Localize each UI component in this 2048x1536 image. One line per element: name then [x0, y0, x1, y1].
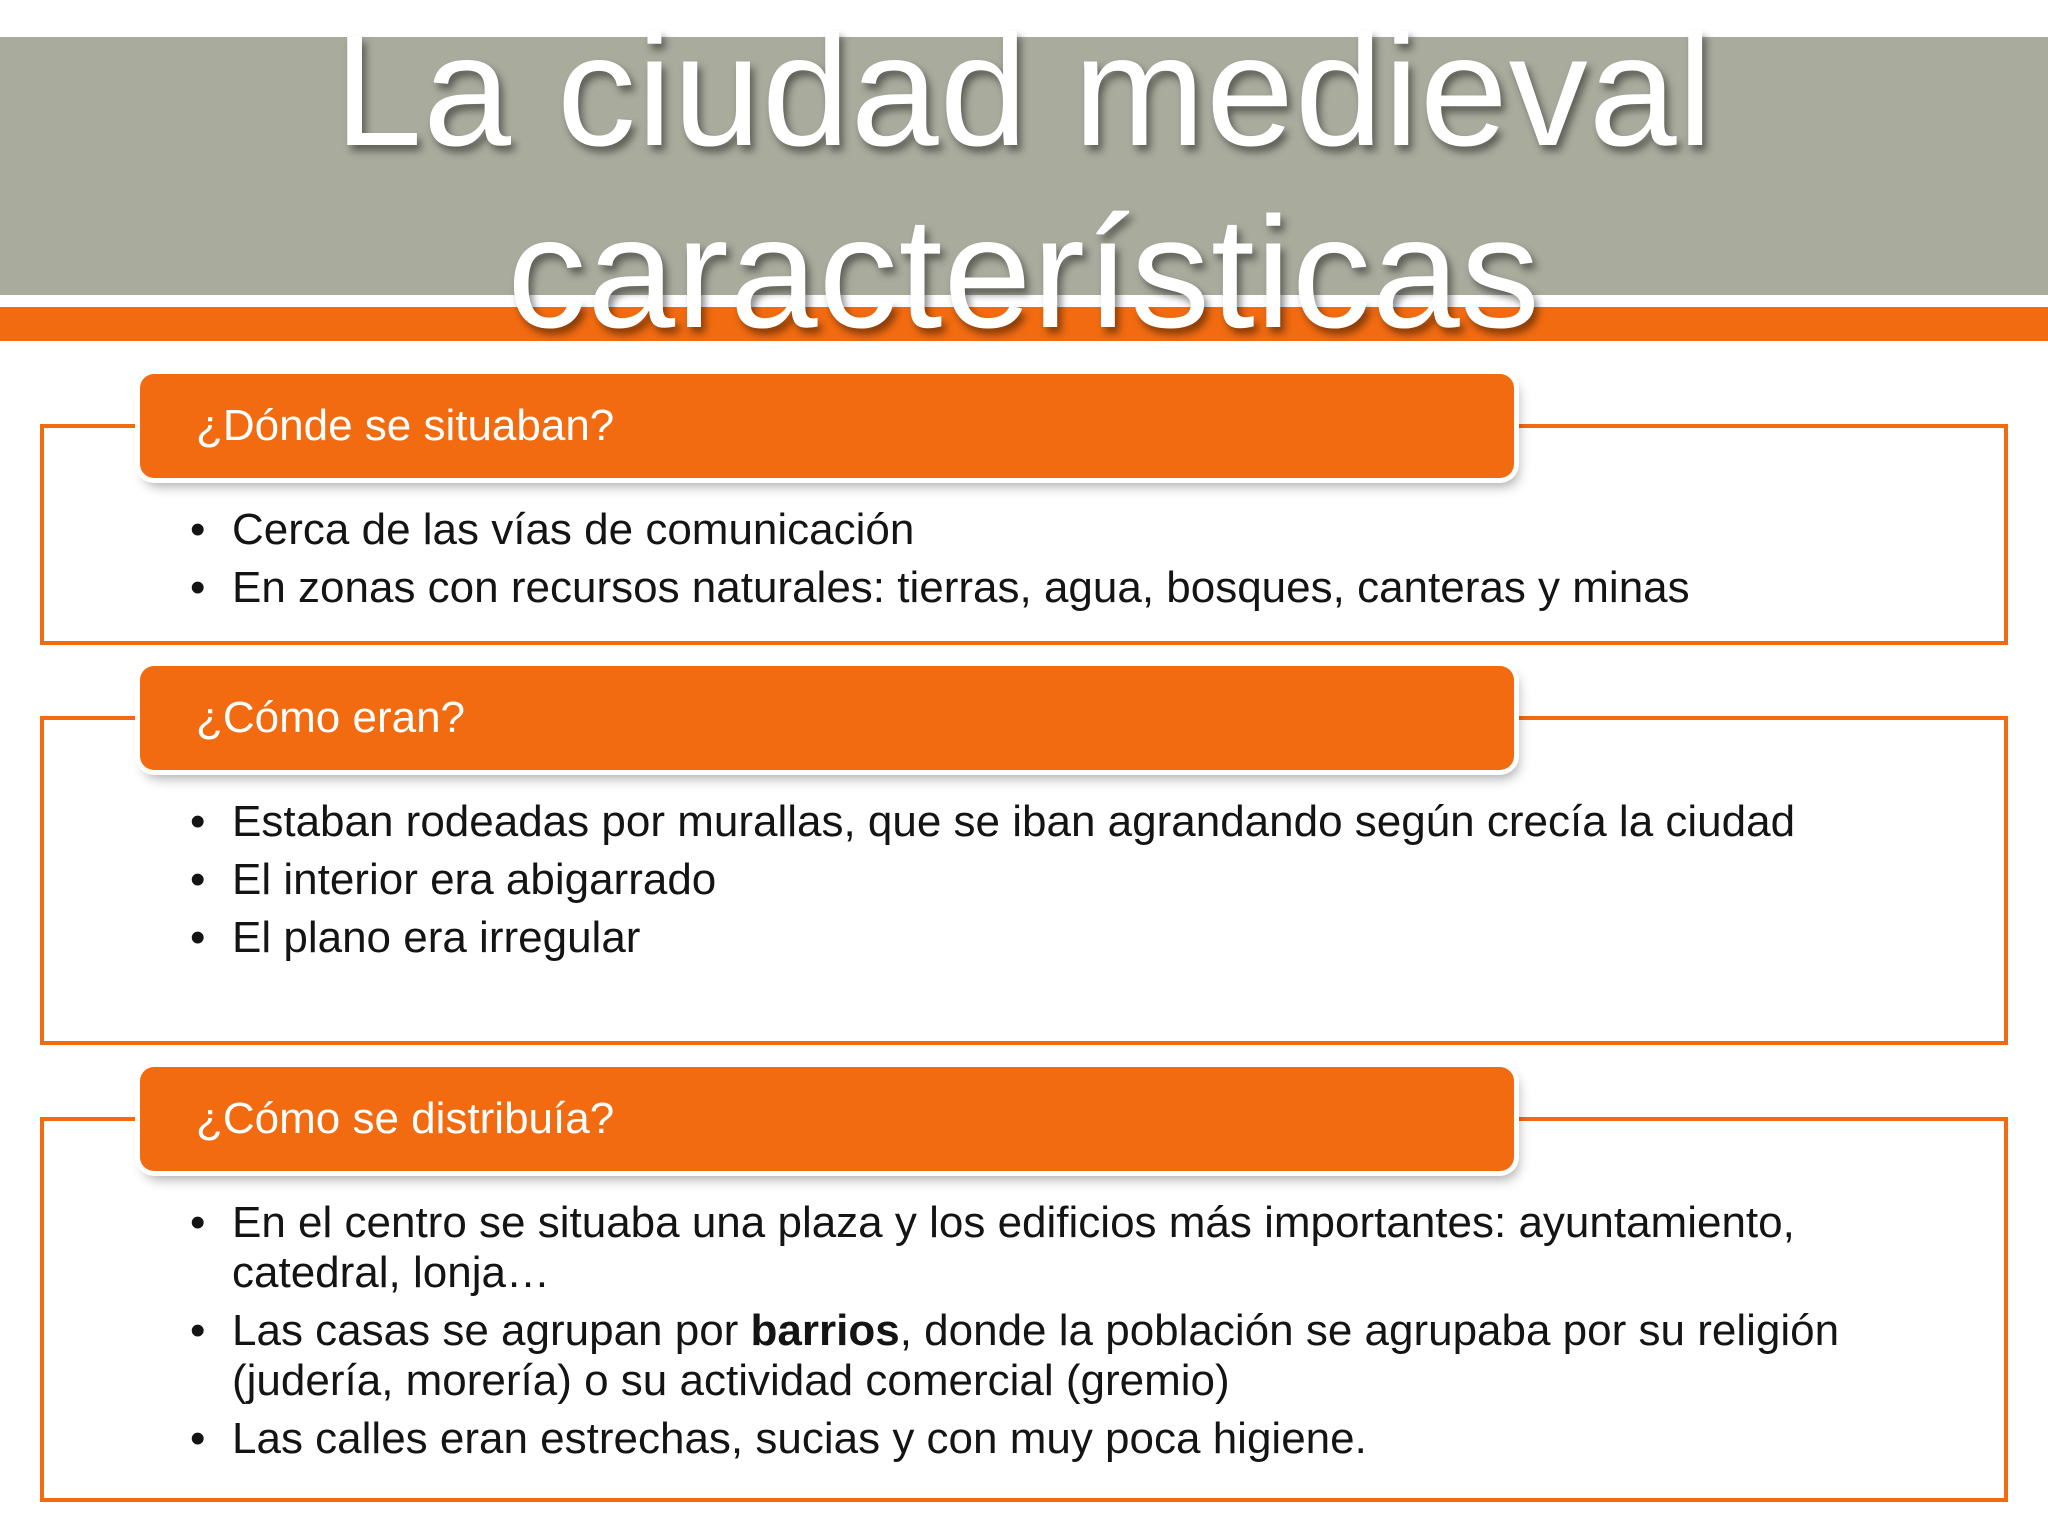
bullet-dot: •	[190, 505, 206, 554]
bullet-text: Cerca de las vías de comunicación	[232, 505, 915, 554]
bullet-text: En zonas con recursos naturales: tierras, agua, bosques, canteras y minas	[232, 563, 1690, 612]
bullet-text: Estaban rodeadas por murallas, que se iban agrandando según crecía la ciudad	[232, 797, 1796, 846]
list-item	[190, 797, 1970, 847]
bullet-dot: •	[190, 855, 206, 904]
list-item	[190, 563, 1970, 613]
bold-term-barrios: barrios	[750, 1306, 900, 1355]
bullet-dot: •	[190, 563, 206, 612]
bullet-text-before-bold: Las casas se agrupan por	[232, 1306, 751, 1355]
bullet-text: El interior era abigarrado	[232, 855, 717, 904]
section-header-como-eran: ¿Cómo eran?	[140, 666, 1514, 770]
section-header-donde: ¿Dónde se situaban?	[140, 374, 1514, 478]
bullet-list-como-eran	[190, 797, 1970, 971]
bullet-dot: •	[190, 1414, 206, 1463]
bullet-dot: •	[190, 1198, 206, 1247]
list-item	[190, 1198, 1970, 1298]
bullet-text: En el centro se situaba una plaza y los edificios más importantes: ayuntamiento, catedral, lonja…	[232, 1198, 1795, 1297]
bullet-list-donde	[190, 505, 1970, 621]
bullet-text-after-bold: , donde la población se agrupaba por su religión (judería, morería) o su actividad comercial (gremio)	[232, 1306, 1840, 1405]
bullet-dot: •	[190, 913, 206, 962]
list-item	[190, 855, 1970, 905]
bullet-list-distribucion	[190, 1198, 1970, 1472]
bullet-dot: •	[190, 1306, 206, 1355]
list-item	[190, 1306, 1970, 1406]
bullet-dot: •	[190, 797, 206, 846]
title-line-1: La ciudad medieval	[334, 3, 1714, 179]
bullet-text: El plano era irregular	[232, 913, 641, 962]
list-item	[190, 913, 1970, 963]
section-header-distribucion: ¿Cómo se distribuía?	[140, 1067, 1514, 1171]
slide-title	[0, 0, 2048, 364]
bullet-text: Las calles eran estrechas, sucias y con muy poca higiene.	[232, 1414, 1367, 1463]
list-item	[190, 505, 1970, 555]
list-item	[190, 1414, 1970, 1464]
title-line-2: características	[507, 185, 1541, 361]
